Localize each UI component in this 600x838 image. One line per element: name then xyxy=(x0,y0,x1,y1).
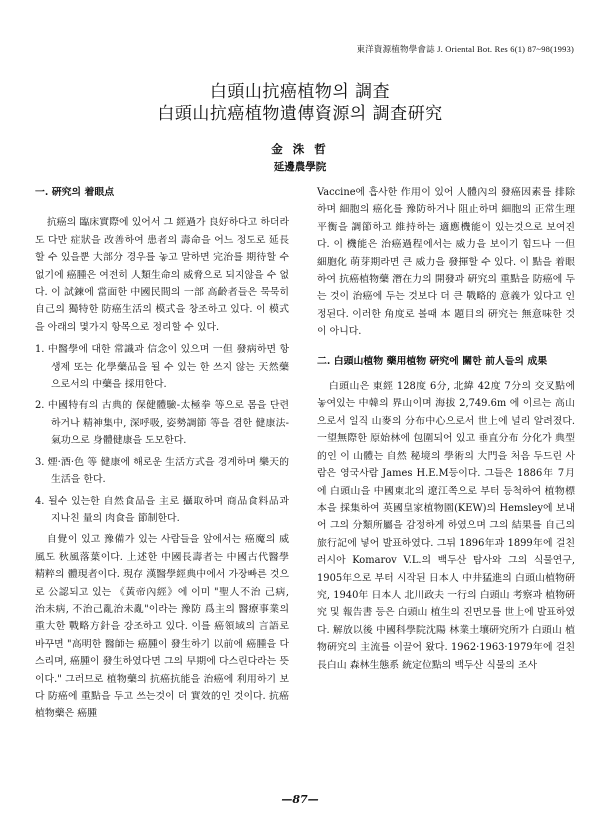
left-column xyxy=(35,184,289,723)
right-column xyxy=(317,184,575,674)
list-item: 3. 煙·酒·色 等 健康에 해로운 生活方式을 경계하며 樂天的 生活을 한다. xyxy=(35,456,289,486)
author-name: 金 洙 哲 xyxy=(271,142,329,156)
list-item: 1. 中醫學에 대한 常識과 信念이 있으며 一但 發病하면 항생제 또는 化學藥品을 될 수 있는 한 쓰지 않는 天然藥으로서의 中藥을 採用한다. xyxy=(35,344,289,391)
list-item: 4. 될수 있는한 自然食品을 主로 攝取하며 商品食料品과 지나친 量의 肉食을 節制한다. xyxy=(35,495,289,524)
numbered-list xyxy=(35,341,289,527)
page-number: —87— xyxy=(281,793,319,806)
body-paragraph: 抗癌의 臨床實際에 있어서 그 經過가 良好하다고 하더라도 다만 症狀을 改善하여 患者의 壽命을 어느 정도로 延長할 수 있을뿐 大部分 경우를 놓고 말하면 完治를 期待할 수 없기에 癌腫은 여전히 人類生命의 威脅으로 되지않을 수 없다. 이 試鍊에 當面한 中國民間의 一部 高齡者들은 묵묵히 自己의 獨特한 防癌生活의 模式을 창조하고 있다. 이 模式을 아래의 몇가지 항목으로 정리할 수 있다. xyxy=(35,217,289,333)
section-heading: 二. 白頭山植物 藥用植物 硏究에 關한 前人들의 成果 xyxy=(317,355,548,367)
paper-subtitle: 白頭山抗癌植物遺傳資源의 調査硏究 xyxy=(157,104,443,124)
author-affiliation: 延邊農學院 xyxy=(273,161,327,173)
body-paragraph: 白頭山은 東經 128度 6分, 北緯 42度 7分의 交叉點에 놓여있는 中韓의 界山이며 海拔 2,749.6m 에 이르는 高山으로서 일직 山麥의 分布中心으로서 世上에 널리 알려졌다. 一望無際한 原始林에 包圍되어 있고 垂直分布 分化가 典型的인 이 山體는 自然 秘境의 學術의 大門을 처음 두드린 사람은 영국사람 James H.E.M등이다. 그들은 1886年 7月에 白頭山을 中國東北의 遼江쪽으로 부터 등척하여 植物標本을 採集하여 英國皇家植物園(KEW)의 Hemsley에 보내어 그의 分類所屬을 감정하게 하였으며 그의 結果를 自己의 旅行記에 넣어 발표하였다. 그뒤 1896年과 1899年에 걸친 러시아 Komarov V.L.의 백두산 탐사와 그의 식물연구, 1905年으로 부터 시작된 日本人 中井猛進의 白頭山植物硏究, 1940年 日本人 北川政夫 一行의 白頭山 考察과 植物硏究 및 報告書 등은 白頭山 植生의 진면모를 世上에 발표하였다. 解放以後 中國科學院沈陽 林業土壤硏究所가 白頭山 植物硏究의 主流를 이끌어 왔다. 1962·1963·1979年에 걸친 長白山 森林生態系 統定位點의 백두산 식물의 조사 xyxy=(317,381,575,671)
body-paragraph: Vaccine에 흡사한 作用이 있어 人體內의 發癌因素를 排除하며 細胞의 癌化를 豫防하거나 阻止하며 細胞의 正常生理 平衡을 調節하고 維持하는 適應機能이 있는것으로 보여진다. 이 機能은 治癌過程에서는 威力을 보이기 힘드나 一但 細胞化 萌芽期라면 큰 威力을 發揮할 수 있다. 이 點을 着眼하여 抗癌植物藥 潛在力의 開發과 硏究의 重點을 防癌에 두는 것이 治癌에 두는 것보다 더 큰 戰略的 意義가 있다고 인정된다. 이러한 角度로 볼때 本 題目의 硏究는 無意味한 것이 아니다. xyxy=(317,187,575,338)
journal-reference: 東洋資源植物學會誌 J. Oriental Bot. Res 6(1) 87~98(1993) xyxy=(356,44,574,54)
section-heading: 一. 硏究의 着眼点 xyxy=(35,187,115,198)
list-item: 2. 中國特有의 古典的 保健體驗-太極拳 等으로 몸을 단련하거나 精神集中, 深呼吸, 姿勢調節 等을 겸한 健康法-氣功으로 身體健康을 도모한다. xyxy=(35,400,289,447)
paper-title: 白頭山抗癌植物의 調査 xyxy=(209,82,391,102)
body-paragraph: 自覺이 있고 豫備가 있는 사람들을 앞에서는 癌魔의 威風도 秋風落葉이다. 上述한 中國長壽者는 中國古代醫學 精粹의 體現者이다. 現存 漢醫學經典中에서 가장빠른 것으로 公認되고 있는 《黃帝內經》에 이미 "聖人不治 己病, 治未病, 不治己亂治未亂"이라는 豫防 爲主의 醫療事業의 重大한 戰略方針을 강조하고 있다. 이를 癌領域의 言語로 바꾸면 "高明한 醫師는 癌腫이 發生하기 以前에 癌腫을 다스리며, 癌腫이 發生하였다면 그의 早期에 다스린다라는 뜻이다." 그러므로 植物藥의 抗癌抗能을 治癌에 利用하기 보다 防癌에 重點을 두고 쓰는것이 더 實效的인 것이다. 抗癌植物藥은 癌腫 xyxy=(35,534,289,720)
